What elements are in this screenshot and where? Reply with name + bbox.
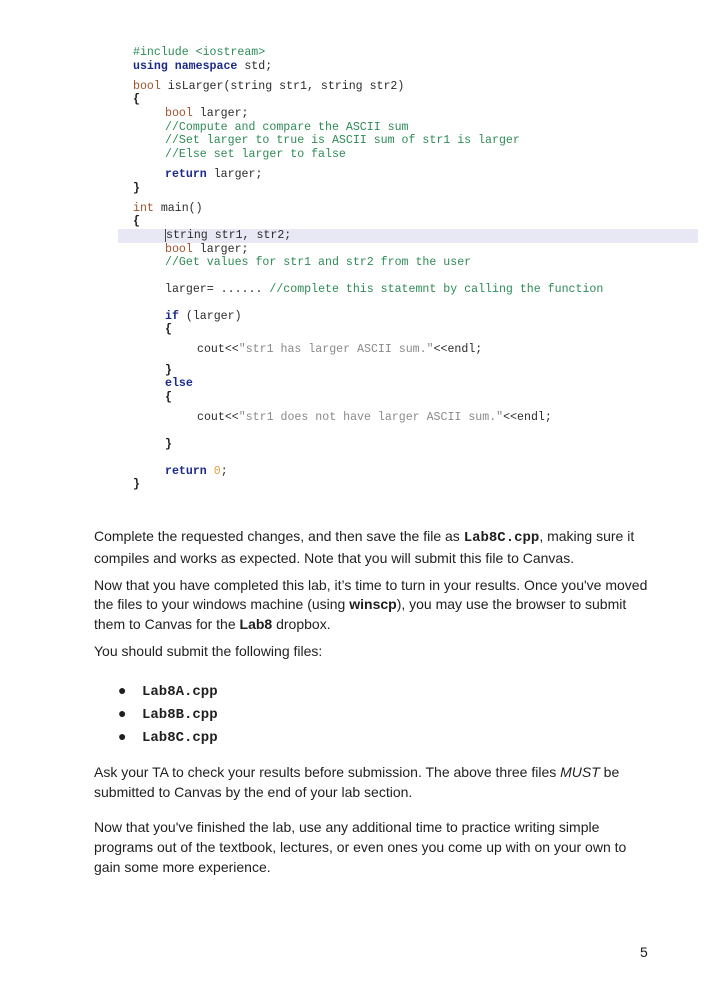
filename: Lab8C.cpp: [142, 729, 218, 746]
code-text: ;: [220, 464, 228, 478]
text: , making sure it compiles and works as expected. Note that you will submit this file to Canvas.: [94, 528, 635, 566]
list-item: [118, 726, 654, 749]
brace: }: [165, 437, 172, 451]
brace: {: [165, 323, 172, 337]
brace: }: [133, 478, 140, 492]
include-directive: #include <iostream>: [133, 46, 266, 59]
code-line: [118, 411, 698, 425]
code-line: [118, 243, 698, 257]
code-line: [118, 310, 698, 324]
code-line: [118, 478, 698, 492]
code-line: [118, 182, 698, 196]
type: bool: [165, 242, 193, 256]
code-line: [118, 60, 698, 74]
code-line: [118, 148, 698, 162]
lab-name: Lab8: [239, 616, 273, 633]
text: ), you may use the browser to submit them to Canvas for the: [94, 596, 627, 633]
code-text: (larger): [178, 309, 242, 323]
function-signature: isLarger(string str1, string str2): [160, 79, 405, 93]
bullet-icon: ●: [118, 727, 127, 744]
paragraph-submit: [94, 576, 654, 635]
type: bool: [165, 106, 193, 120]
code-text: larger;: [192, 242, 249, 256]
code-line: [118, 283, 698, 297]
brace: {: [165, 390, 172, 404]
code-text: larger;: [206, 167, 263, 181]
code-text: string str1, str2;: [166, 228, 292, 242]
code-text: larger;: [192, 106, 249, 120]
text: dropbox.: [272, 616, 331, 633]
filename: Lab8A.cpp: [142, 683, 218, 700]
comment: //Compute and compare the ASCII sum: [165, 120, 409, 134]
code-line: [118, 121, 698, 135]
code-line: [118, 465, 698, 479]
code-line: [118, 202, 698, 216]
code-line: [118, 46, 698, 60]
list-item: [118, 680, 654, 703]
type: int: [133, 201, 154, 215]
code-line: [118, 134, 698, 148]
code-text: cout<<: [197, 343, 239, 357]
instructions: [94, 527, 654, 885]
bullet-icon: ●: [118, 681, 127, 698]
paragraph-files-intro: You should submit the following files:: [94, 642, 323, 659]
comment: //Set larger to true is ASCII sum of str1 is larger: [165, 134, 520, 148]
code-line: [118, 107, 698, 121]
code-line: [118, 256, 698, 270]
code-line: [118, 215, 698, 229]
text: Now that you have completed this lab, it’s time to turn in your results. Once you've moved the files to your windows machine (using: [94, 576, 648, 613]
text: be submitted to Canvas by the end of your lab section.: [94, 763, 620, 800]
code-line-highlighted: [118, 229, 698, 243]
brace: }: [165, 363, 172, 377]
code-text: <<endl;: [503, 411, 552, 424]
code-text: cout<<: [197, 411, 239, 424]
code-line: [118, 168, 698, 182]
code-text: <<endl;: [433, 343, 483, 357]
brace: }: [133, 181, 140, 195]
type: bool: [133, 79, 161, 93]
code-line: [118, 391, 698, 405]
function-signature: main(): [153, 201, 203, 215]
paragraph-practice: Now that you've finished the lab, use any additional time to practice writing simple programs out of the textbook, lectures, or even ones you come up with on your own to gain some more experience.: [94, 819, 627, 875]
code-line: [118, 323, 698, 337]
paragraph-ta-check: [94, 763, 654, 803]
tool-name: winscp: [349, 596, 397, 613]
bullet-icon: ●: [118, 704, 127, 721]
code-text: larger= ......: [165, 282, 263, 296]
keyword: using namespace: [133, 59, 238, 73]
page-number: 5: [640, 944, 648, 960]
code-line: [118, 93, 698, 107]
comment: //complete this statemnt by calling the function: [262, 282, 604, 296]
keyword: return: [165, 167, 207, 181]
filename: Lab8C.cpp: [463, 530, 540, 546]
code-listing: [118, 46, 698, 492]
filename: Lab8B.cpp: [142, 706, 218, 723]
keyword: return: [165, 464, 207, 478]
list-item: [118, 703, 654, 726]
code-line: [118, 377, 698, 391]
brace: {: [133, 215, 140, 229]
emphasis: MUST: [560, 763, 600, 780]
text: Complete the requested changes, and then save the file as: [94, 528, 464, 544]
code-line: [118, 80, 698, 94]
number-literal: 0: [213, 464, 221, 478]
code-line: [118, 343, 698, 357]
file-list: [94, 680, 654, 749]
string-literal: "str1 has larger ASCII sum.": [238, 343, 434, 357]
comment: //Get values for str1 and str2 from the user: [165, 256, 472, 270]
brace: {: [133, 93, 140, 107]
text: Ask your TA to check your results before submission. The above three files: [94, 763, 561, 780]
code-line: [118, 438, 698, 452]
paragraph-save: [94, 527, 654, 569]
code-line: [118, 364, 698, 378]
keyword: else: [165, 377, 193, 391]
string-literal: "str1 does not have larger ASCII sum.": [238, 411, 504, 424]
keyword: if: [165, 309, 179, 323]
code-text: std;: [237, 59, 273, 73]
comment: //Else set larger to false: [165, 147, 346, 161]
